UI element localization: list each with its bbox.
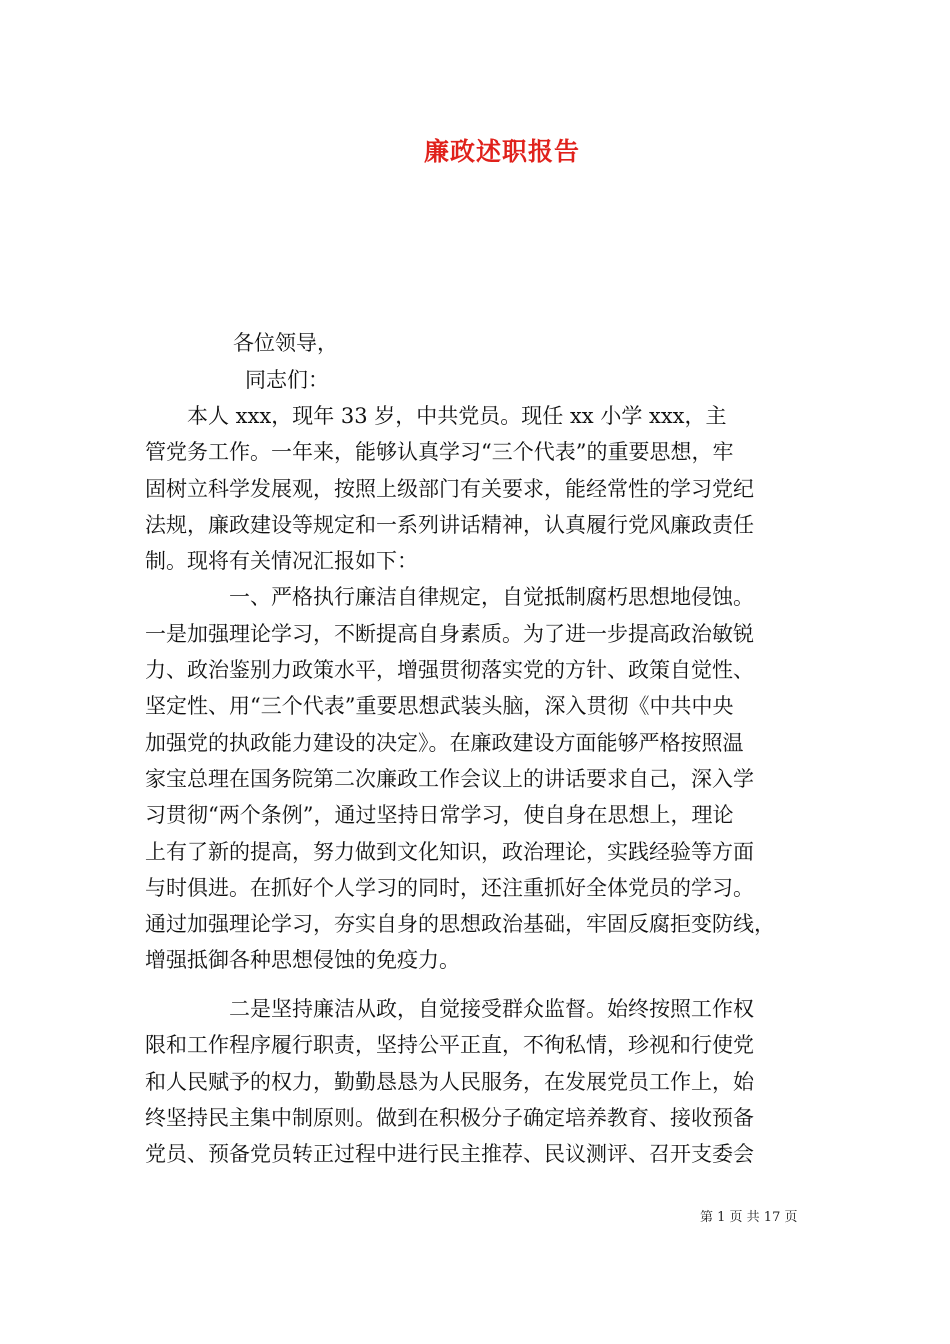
text-line: 制。现将有关情况汇报如下： xyxy=(145,549,418,574)
text-line: 习贯彻“两个条例”，通过坚持日常学习，使自身在思想上，理论 xyxy=(145,803,734,828)
text-line: 一、严格执行廉洁自律规定，自觉抵制腐朽思想地侵蚀。 xyxy=(145,585,754,610)
paragraph-block-1 xyxy=(145,398,815,979)
text-line: 限和工作程序履行职责，坚持公平正直，不徇私情，珍视和行使党 xyxy=(145,1033,754,1058)
text-line: 终坚持民主集中制原则。做到在积极分子确定培养教育、接收预备 xyxy=(145,1105,754,1130)
text-line: 力、政治鉴别力政策水平，增强贯彻落实党的方针、政策自觉性、 xyxy=(145,658,754,683)
text-line: 坚定性、用“三个代表”重要思想武装头脑，深入贯彻《中共中央 xyxy=(145,694,734,719)
text-line: 和人民赋予的权力，勤勤恳恳为人民服务，在发展党员工作上，始 xyxy=(145,1069,754,1094)
text-line: 上有了新的提高，努力做到文化知识，政治理论，实践经验等方面 xyxy=(145,839,754,864)
page-footer: 第 1 页 共 17 页 xyxy=(700,1210,798,1225)
text-line: 管党务工作。一年来，能够认真学习“三个代表”的重要思想，牢 xyxy=(145,440,734,465)
text-line: 法规，廉政建设等规定和一系列讲话精神，认真履行党风廉政责任 xyxy=(145,512,754,537)
text-line: 通过加强理论学习，夯实自身的思想政治基础，牢固反腐拒变防线， xyxy=(145,912,775,937)
text-line: 加强党的执政能力建设的决定》。在廉政建设方面能够严格按照温 xyxy=(145,730,744,755)
text-line: 二是坚持廉洁从政，自觉接受群众监督。始终按照工作权 xyxy=(145,997,754,1021)
text-line: 家宝总理在国务院第二次廉政工作会议上的讲话要求自己，深入学 xyxy=(145,766,754,791)
text-line: 与时俱进。在抓好个人学习的同时，还注重抓好全体党员的学习。 xyxy=(145,875,754,900)
salutation-comrades: 同志们： xyxy=(245,368,329,392)
text-line: 党员、预备党员转正过程中进行民主推荐、民议测评、召开支委会 xyxy=(145,1142,754,1167)
text-line: 本人 xxx，现年 33 岁，中共党员。现任 xx 小学 xxx，主 xyxy=(145,404,727,428)
text-line: 一是加强理论学习，不断提高自身素质。为了进一步提高政治敏锐 xyxy=(145,621,754,646)
text-line: 固树立科学发展观，按照上级部门有关要求，能经常性的学习党纪 xyxy=(145,476,754,501)
text-line: 增强抵御各种思想侵蚀的免疫力。 xyxy=(145,948,460,973)
document-title: 廉政述职报告 xyxy=(423,137,580,166)
paragraph-block-2 xyxy=(145,991,815,1172)
salutation-leaders: 各位领导， xyxy=(233,331,338,355)
